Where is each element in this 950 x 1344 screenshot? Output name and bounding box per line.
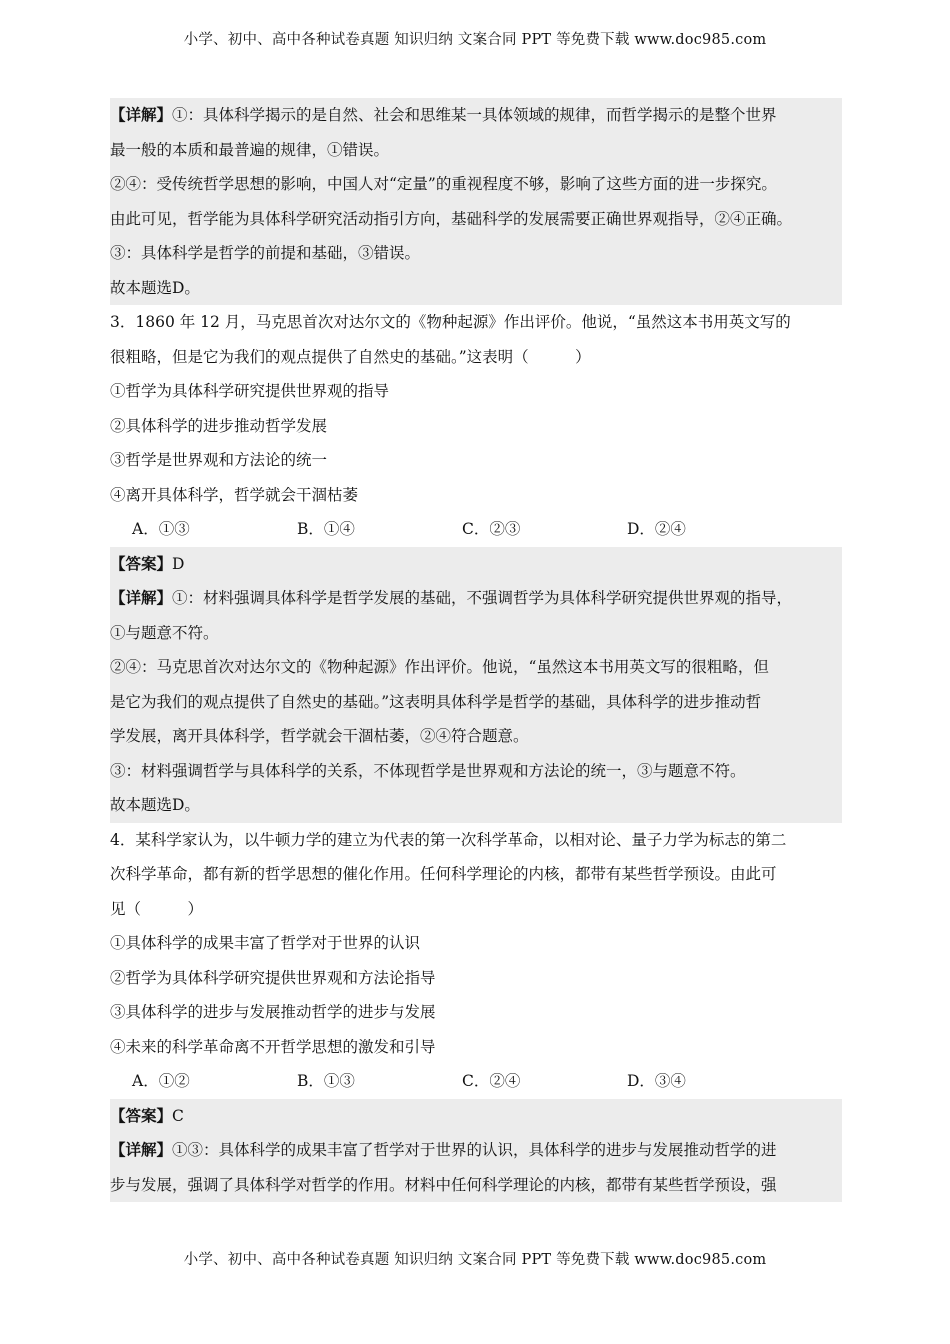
q3-options	[110, 512, 842, 547]
answer-value: C	[172, 1106, 184, 1125]
q4-option-b: B．①③	[297, 1072, 355, 1090]
answer-value: D	[172, 554, 185, 573]
q2-detail-line-4: 由此可见，哲学能为具体科学研究活动指引方向，基础科学的发展需要正确世界观指导，②④正确。	[110, 202, 842, 237]
q4-option-a: A．①②	[132, 1072, 190, 1090]
detail-tag: 【详解】	[110, 1140, 173, 1159]
q3-answer	[110, 547, 842, 582]
q3-detail-line-3: ②④：马克思首次对达尔文的《物种起源》作出评价。他说，“虽然这本书用英文写的很粗略，但	[110, 650, 842, 685]
q4-statement-2: ②哲学为具体科学研究提供世界观和方法论指导	[110, 968, 436, 987]
q4-detail-line-1: 【详解】①③：具体科学的成果丰富了哲学对于世界的认识，具体科学的进步与发展推动哲学的进	[110, 1133, 842, 1168]
q3-detail-line-5: 学发展，离开具体科学，哲学就会干涸枯萎，②④符合题意。	[110, 719, 842, 754]
q2-detail-line-6: 故本题选D。	[110, 271, 842, 306]
q4-statement-3: ③具体科学的进步与发展推动哲学的进步与发展	[110, 1003, 436, 1021]
q3-stem-line-2: 很粗略，但是它为我们的观点提供了自然史的基础。”这表明（ ）	[110, 347, 591, 366]
document-body	[110, 98, 842, 1202]
q3-option-c: C．②③	[462, 520, 521, 538]
q3-detail-line-1: 【详解】①：材料强调具体科学是哲学发展的基础，不强调哲学为具体科学研究提供世界观的指导，	[110, 581, 842, 616]
q2-detail-line-5: ③：具体科学是哲学的前提和基础，③错误。	[110, 236, 842, 271]
q3-option-d: D．②④	[627, 520, 686, 538]
page-header: 小学、初中、高中各种试卷真题 知识归纳 文案合同 PPT 等免费下载 www.doc985.com	[183, 32, 767, 48]
q4-stem-line-1: 4．某科学家认为，以牛顿力学的建立为代表的第一次科学革命，以相对论、量子力学为标志的第二	[110, 830, 787, 849]
q4-statement-1: ①具体科学的成果丰富了哲学对于世界的认识	[110, 934, 421, 952]
q3-option-b: B．①④	[297, 520, 355, 538]
detail-tag: 【详解】	[110, 105, 173, 124]
q4-detail-line-2: 步与发展，强调了具体科学对哲学的作用。材料中任何科学理论的内核，都带有某些哲学预设，强	[110, 1168, 842, 1203]
q4-option-d: D．③④	[627, 1072, 686, 1090]
q4-stem-line-3: 见（ ）	[110, 899, 204, 918]
q3-detail-line-7: 故本题选D。	[110, 788, 842, 823]
q3-stem-line-1: 3．1860 年 12 月，马克思首次对达尔文的《物种起源》作出评价。他说，“虽然这本书用英文写的	[110, 313, 791, 331]
q4-answer	[110, 1099, 842, 1134]
detail-tag: 【详解】	[110, 588, 173, 607]
q2-detail-line-2: 最一般的本质和最普遍的规律，①错误。	[110, 133, 842, 168]
q3-statement-1: ①哲学为具体科学研究提供世界观的指导	[110, 382, 390, 400]
q3-statement-4: ④离开具体科学，哲学就会干涸枯萎	[110, 485, 359, 504]
q4-stem-line-2: 次科学革命，都有新的哲学思想的催化作用。任何科学理论的内核，都带有某些哲学预设。由此可	[110, 865, 777, 883]
q3-detail-line-6: ③：材料强调哲学与具体科学的关系，不体现哲学是世界观和方法论的统一，③与题意不符。	[110, 754, 842, 789]
q2-detail-line-3: ②④：受传统哲学思想的影响，中国人对“定量”的重视程度不够，影响了这些方面的进一步探究。	[110, 167, 842, 202]
page-footer: 小学、初中、高中各种试卷真题 知识归纳 文案合同 PPT 等免费下载 www.doc985.com	[183, 1252, 767, 1268]
q3-detail-line-2: ①与题意不符。	[110, 616, 842, 651]
q3-option-a: A．①③	[132, 520, 190, 538]
q4-option-c: C．②④	[462, 1072, 521, 1090]
q2-detail-line-1: 【详解】①：具体科学揭示的是自然、社会和思维某一具体领域的规律，而哲学揭示的是整个世界	[110, 98, 842, 133]
q3-detail-line-4: 是它为我们的观点提供了自然史的基础。”这表明具体科学是哲学的基础，具体科学的进步推动哲	[110, 685, 842, 720]
q3-statement-2: ②具体科学的进步推动哲学发展	[110, 416, 328, 435]
answer-tag: 【答案】	[110, 1105, 173, 1125]
q3-statement-3: ③哲学是世界观和方法论的统一	[110, 451, 328, 469]
q4-statement-4: ④未来的科学革命离不开哲学思想的激发和引导	[110, 1037, 436, 1056]
q4-options	[110, 1064, 842, 1099]
answer-tag: 【答案】	[110, 553, 173, 573]
